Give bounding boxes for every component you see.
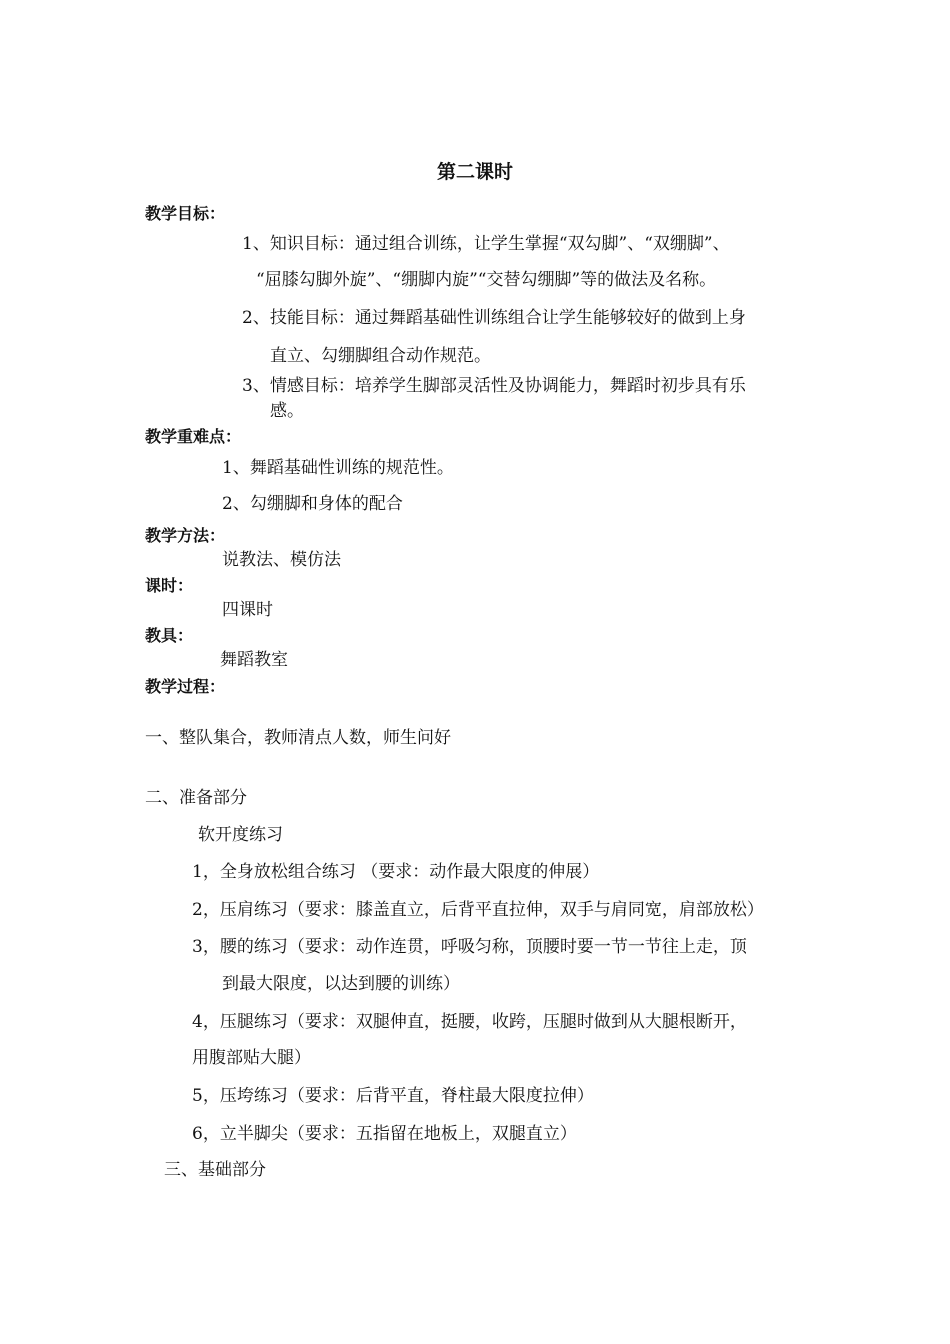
exercise-1: 1，全身放松组合练习 （要求：动作最大限度的伸展） <box>192 862 600 882</box>
exercise-5: 5，压垮练习（要求：后背平直，脊柱最大限度拉伸） <box>192 1086 594 1106</box>
objective-1-line-1: 1、知识目标：通过组合训练，让学生掌握“双勾脚”、“双绷脚”、 <box>242 234 730 254</box>
key-point-2: 2、勾绷脚和身体的配合 <box>222 494 403 514</box>
exercise-6: 6，立半脚尖（要求：五指留在地板上，双腿直立） <box>192 1124 577 1144</box>
method-value: 说教法、模仿法 <box>222 550 341 570</box>
objectives-heading: 教学目标： <box>145 204 226 223</box>
hours-heading: 课时： <box>145 576 194 595</box>
hours-value: 四课时 <box>222 600 273 620</box>
page-title: 第二课时 <box>436 161 513 183</box>
tools-value: 舞蹈教室 <box>220 650 288 670</box>
exercise-2: 2，压肩练习（要求：膝盖直立，后背平直拉伸，双手与肩同宽，肩部放松） <box>192 900 764 920</box>
tools-heading: 教具： <box>145 626 194 645</box>
objective-2-line-1: 2、技能目标：通过舞蹈基础性训练组合让学生能够较好的做到上身 <box>242 308 746 328</box>
exercise-3-line-1: 3，腰的练习（要求：动作连贯，呼吸匀称，顶腰时要一节一节往上走，顶 <box>192 937 747 957</box>
process-step-3: 三、基础部分 <box>164 1160 266 1180</box>
method-heading: 教学方法： <box>145 526 226 545</box>
process-subheading: 软开度练习 <box>198 825 283 845</box>
exercise-4-line-1: 4，压腿练习（要求：双腿伸直，挺腰，收跨，压腿时做到从大腿根断开， <box>192 1012 747 1032</box>
process-heading: 教学过程： <box>145 677 226 696</box>
objective-1-line-2: “屈膝勾脚外旋”、“绷脚内旋”“交替勾绷脚”等的做法及名称。 <box>256 270 717 290</box>
process-step-1: 一、整队集合，教师清点人数，师生问好 <box>145 728 451 748</box>
objective-3-line-1: 3、情感目标：培养学生脚部灵活性及协调能力，舞蹈时初步具有乐 <box>242 376 746 396</box>
objective-2-line-2: 直立、勾绷脚组合动作规范。 <box>270 346 491 366</box>
key-points-heading: 教学重难点： <box>145 427 242 446</box>
objective-3-line-2: 感。 <box>270 401 304 421</box>
process-step-2: 二、准备部分 <box>145 788 247 808</box>
exercise-3-line-2: 到最大限度，以达到腰的训练） <box>222 974 460 994</box>
key-point-1: 1、舞蹈基础性训练的规范性。 <box>222 458 454 478</box>
exercise-4-line-2: 用腹部贴大腿） <box>192 1048 311 1068</box>
